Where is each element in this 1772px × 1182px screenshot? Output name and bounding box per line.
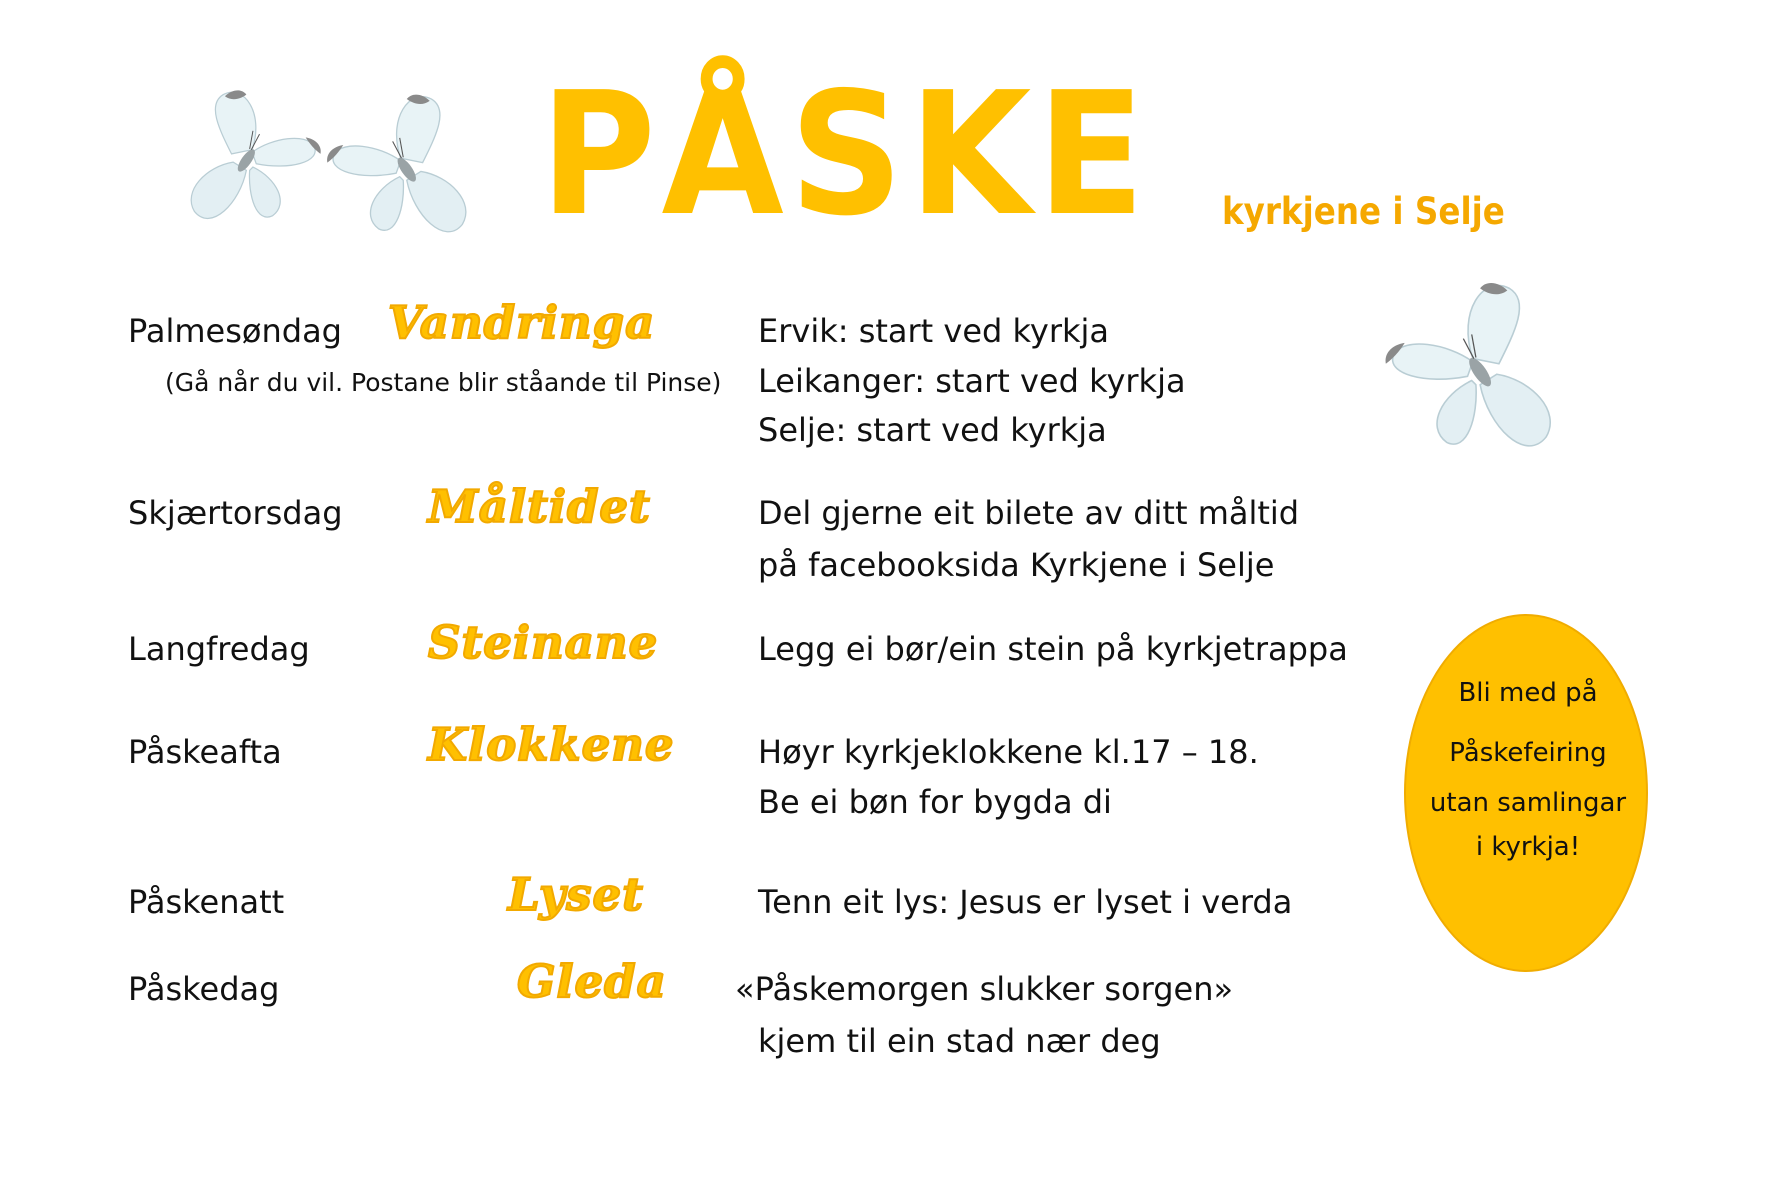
event-description: Ervik: start ved kyrkja xyxy=(758,312,1110,350)
event-description: Høyr kyrkjeklokkene kl.17 – 18. xyxy=(758,733,1259,771)
callout-line: Bli med på xyxy=(1458,678,1598,708)
event-title: Gleda xyxy=(517,955,667,1008)
day-label: Påskeafta xyxy=(128,733,282,771)
day-label: Påskedag xyxy=(128,970,280,1008)
event-title: Måltidet xyxy=(428,480,651,533)
event-description: på facebooksida Kyrkjene i Selje xyxy=(758,546,1275,584)
callout-line: i kyrkja! xyxy=(1475,832,1581,862)
butterfly-icon xyxy=(1378,280,1578,458)
page-subtitle: kyrkjene i Selje xyxy=(1222,190,1505,233)
event-description: kjem til ein stad nær deg xyxy=(758,1022,1161,1060)
day-label: Palmesøndag xyxy=(128,312,342,350)
event-title: Vandringa xyxy=(388,296,656,349)
event-description: «Påskemorgen slukker sorgen» xyxy=(735,970,1234,1008)
day-label: Påskenatt xyxy=(128,883,285,921)
callout-line: utan samlingar xyxy=(1429,788,1627,818)
event-description: Del gjerne eit bilete av ditt måltid xyxy=(758,494,1300,532)
event-description: Be ei bøn for bygda di xyxy=(758,783,1112,821)
butterfly-icon xyxy=(168,88,328,228)
event-title: Lyset xyxy=(508,868,644,921)
event-description: Selje: start ved kyrkja xyxy=(758,411,1107,449)
day-label: Skjærtorsdag xyxy=(128,494,343,532)
page-title: PÅSKE xyxy=(540,56,1151,254)
event-description: Tenn eit lys: Jesus er lyset i verda xyxy=(758,883,1293,921)
event-title: Steinane xyxy=(428,616,659,669)
day-label: Langfredag xyxy=(128,630,310,668)
butterfly-icon xyxy=(325,92,485,242)
callout-egg xyxy=(1404,614,1648,972)
event-description: Leikanger: start ved kyrkja xyxy=(758,362,1186,400)
event-description: Legg ei bør/ein stein på kyrkjetrappa xyxy=(758,630,1348,668)
callout-line: Påskefeiring xyxy=(1449,738,1607,768)
event-title: Klokkene xyxy=(428,718,675,771)
note-text: (Gå når du vil. Postane blir ståande til Pinse) xyxy=(165,368,722,397)
